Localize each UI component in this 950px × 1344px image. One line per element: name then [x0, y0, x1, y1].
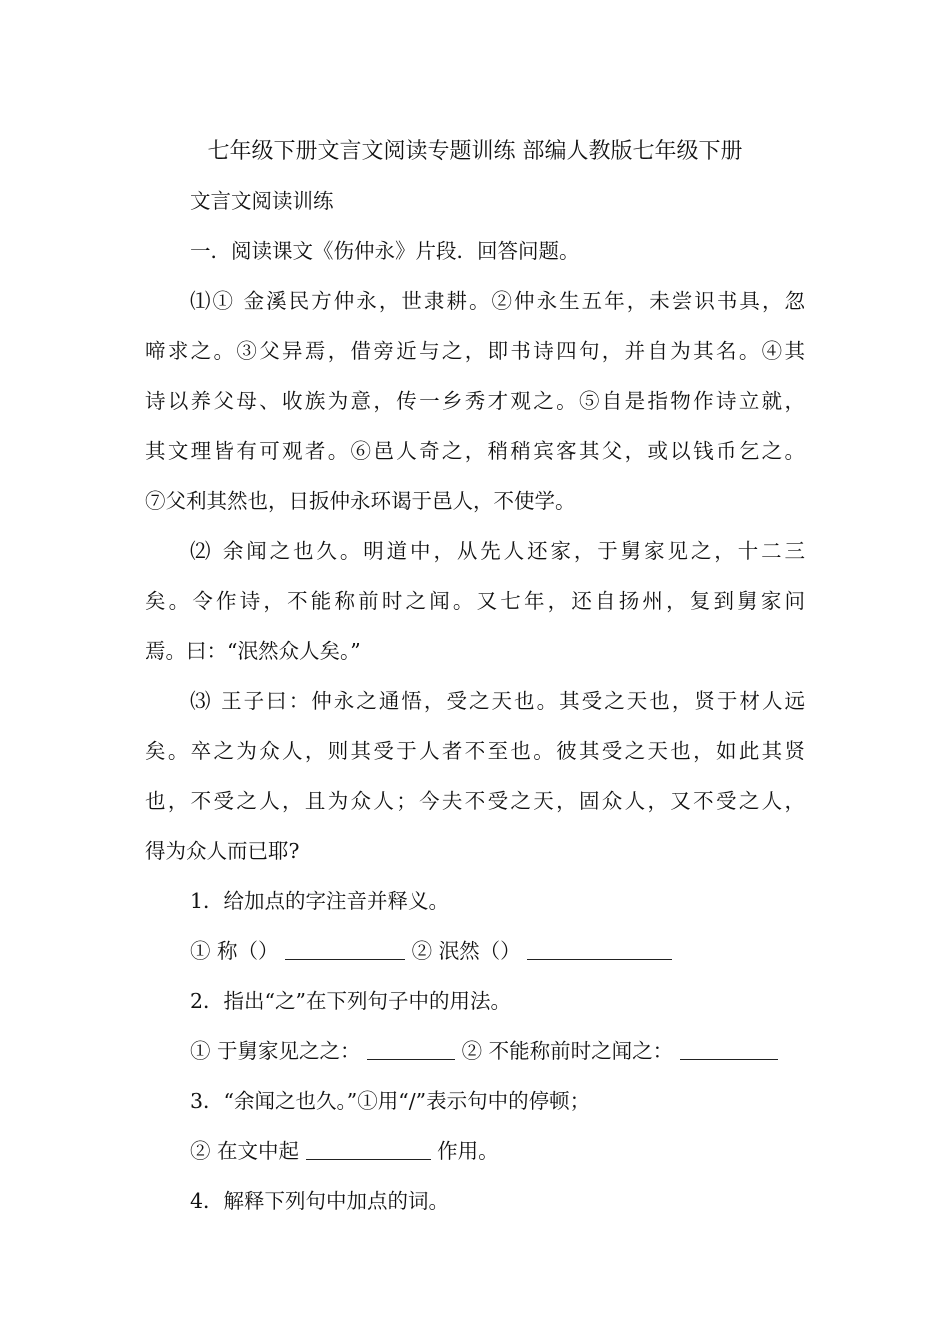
question-2-prompt: 2．指出“之”在下列句子中的用法。	[190, 989, 512, 1013]
document-title: 七年级下册文言文阅读专题训练 部编人教版七年级下册	[207, 139, 743, 164]
question-2-item-a-label: ① 于舅家见之之：	[190, 1039, 361, 1063]
passage-2-line: 矣。令作诗，不能称前时之闻。又七年，还自扬州，复到舅家问	[145, 589, 805, 613]
passage-1-line: 诗以养父母、收族为意，传一乡秀才观之。⑤自是指物作诗立就，	[145, 389, 805, 413]
question-1-item-a-label: ① 称（）	[190, 939, 279, 963]
answer-blank[interactable]	[680, 1039, 778, 1060]
question-intro: 一．阅读课文《伤仲永》片段．回答问题。	[190, 239, 580, 263]
question-3-prompt: 3．“余闻之也久。”①用“/”表示句中的停顿；	[190, 1089, 591, 1113]
passage-1-line: ⑦父利其然也，日扳仲永环谒于邑人，不使学。	[145, 489, 576, 513]
question-3-item-a-suffix: 作用。	[437, 1139, 499, 1163]
passage-3-line: 矣。卒之为众人，则其受于人者不至也。彼其受之天也，如此其贤	[145, 739, 805, 763]
answer-blank[interactable]	[527, 939, 672, 960]
passage-1-line: 啼求之。③父异焉，借旁近与之，即书诗四句，并自为其名。④其	[145, 339, 805, 363]
passage-2-line: ⑵ 余闻之也久。明道中，从先人还家，于舅家见之，十二三	[190, 539, 805, 563]
question-3-items	[190, 1136, 850, 1166]
question-1-item-b-label: ② 泯然（）	[411, 939, 521, 963]
question-2-items	[190, 1036, 850, 1066]
question-1-items	[190, 936, 850, 966]
question-3-item-a-label: ② 在文中起	[190, 1139, 300, 1163]
passage-3-line: ⑶ 王子曰：仲永之通悟，受之天也。其受之天也，贤于材人远	[190, 689, 805, 713]
passage-3-line: 也，不受之人，且为众人；今夫不受之天，固众人，又不受之人，	[145, 789, 805, 813]
passage-2-line: 焉。曰：“泯然众人矣。”	[145, 639, 361, 663]
question-1-prompt: 1．给加点的字注音并释义。	[190, 889, 450, 913]
section-heading: 文言文阅读训练	[190, 189, 334, 213]
passage-1-line: ⑴① 金溪民方仲永，世隶耕。②仲永生五年，未尝识书具，忽	[190, 289, 805, 313]
question-2-item-b-label: ② 不能称前时之闻之：	[461, 1039, 674, 1063]
answer-blank[interactable]	[367, 1039, 455, 1060]
answer-blank[interactable]	[306, 1139, 431, 1160]
answer-blank[interactable]	[285, 939, 405, 960]
passage-3-line: 得为众人而已耶?	[145, 839, 300, 863]
passage-1-line: 其文理皆有可观者。⑥邑人奇之，稍稍宾客其父，或以钱币乞之。	[145, 439, 805, 463]
question-4-prompt: 4．解释下列句中加点的词。	[190, 1189, 450, 1213]
